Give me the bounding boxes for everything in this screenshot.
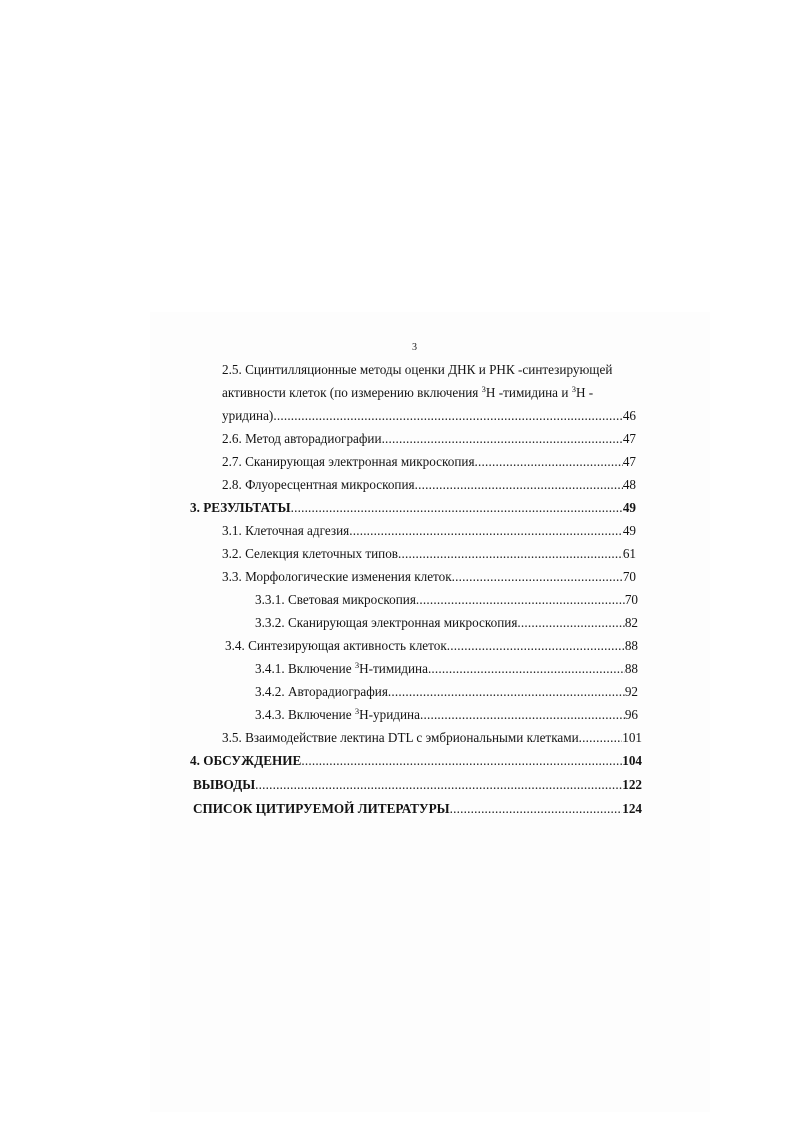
page-ref: 46 [622, 408, 636, 423]
toc-entry-2-5-line1: 2.5. Сцинтилляционные методы оценки ДНК и РНК -синтезирующей [222, 362, 613, 377]
toc-entry-3-4-2: 3.4.2. Авторадиография ..... 92 [255, 684, 638, 700]
toc-entry-2-6: 2.6. Метод авторадиографии ..... 47 [222, 431, 636, 447]
toc-entry-conclusions: ВЫВОДЫ ..... 122 [193, 777, 642, 793]
toc-entry-2-5-line3: уридина) ..... 46 [222, 408, 636, 424]
toc-entry-3-3-1: 3.3.1. Световая микроскопия ..... 70 [255, 592, 638, 608]
toc-entry-3-2: 3.2. Селекция клеточных типов ..... 61 [222, 546, 636, 562]
toc-entry-3-4: 3.4. Синтезирующая активность клеток ..... 88 [225, 638, 638, 654]
toc-entry-2-7: 2.7. Сканирующая электронная микроскопия ..... 47 [222, 454, 636, 470]
toc-entry-2-8: 2.8. Флуоресцентная микроскопия ..... 48 [222, 477, 636, 493]
toc-entry-3-4-3: 3.4.3. Включение $^3$Н-уридина ..... 96 [255, 707, 638, 723]
toc-entry-4-discussion: 4. ОБСУЖДЕНИЕ ..... 104 [190, 753, 642, 769]
toc-entry-3-4-1: 3.4.1. Включение $^3$Н-тимидина ..... 88 [255, 661, 638, 677]
page-number: 3 [412, 342, 417, 353]
toc-entry-2-5-line2: активности клеток (по измерению включения $^3$Н -тимидина и $^3$Н - [222, 384, 594, 400]
toc-entry-3-1: 3.1. Клеточная адгезия ..... 49 [222, 523, 636, 539]
toc-entry-references: СПИСОК ЦИТИРУЕМОЙ ЛИТЕРАТУРЫ ..... 124 [193, 801, 642, 817]
toc-entry-3-3-2: 3.3.2. Сканирующая электронная микроскопия ..... 82 [255, 615, 638, 631]
toc-entry-3-3: 3.3. Морфологические изменения клеток ..... 70 [222, 569, 636, 585]
toc-entry-3-results: 3. РЕЗУЛЬТАТЫ ..... 49 [190, 500, 636, 516]
toc-entry-3-5: 3.5. Взаимодействие лектина DTL с эмбриональными клетками ..... 101 [222, 730, 642, 746]
